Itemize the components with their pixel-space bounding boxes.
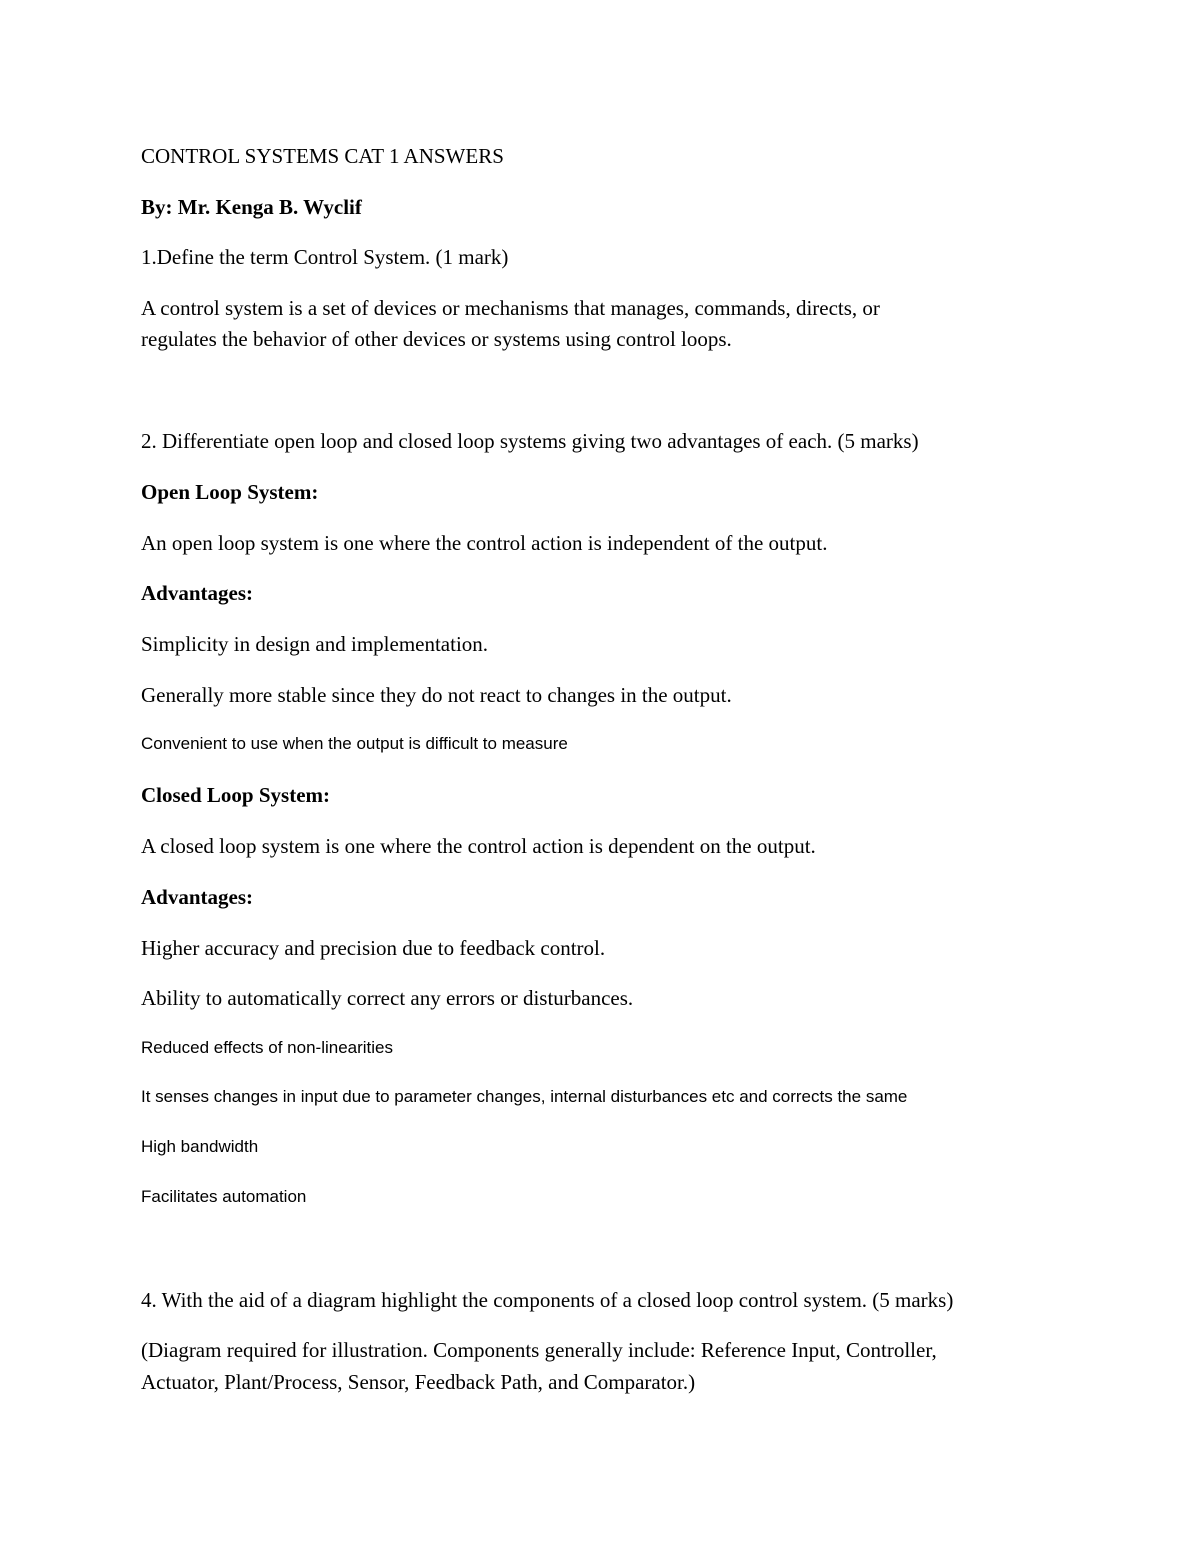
closed-loop-heading: Closed Loop System: [141, 783, 331, 807]
open-loop-advantage: Generally more stable since they do not react to changes in the output. [141, 683, 732, 707]
answer-4-line-1: (Diagram required for illustration. Components generally include: Reference Input, Controller, [141, 1338, 937, 1362]
open-loop-advantages-heading: Advantages: [141, 581, 254, 605]
closed-loop-advantage: Facilitates automation [141, 1187, 307, 1206]
open-loop-definition: An open loop system is one where the control action is independent of the output. [141, 531, 828, 555]
closed-loop-advantage: Ability to automatically correct any errors or disturbances. [141, 986, 634, 1010]
closed-loop-advantage: Reduced effects of non-linearities [141, 1038, 394, 1057]
open-loop-advantage: Simplicity in design and implementation. [141, 632, 489, 656]
answer-4-line-2: Actuator, Plant/Process, Sensor, Feedback Path, and Comparator.) [141, 1370, 696, 1394]
closed-loop-advantages-heading: Advantages: [141, 885, 254, 909]
author-line: By: Mr. Kenga B. Wyclif [141, 195, 362, 219]
question-2: 2. Differentiate open loop and closed loop systems giving two advantages of each. (5 marks) [141, 429, 919, 453]
question-4: 4. With the aid of a diagram highlight the components of a closed loop control system. (5 marks) [141, 1288, 954, 1312]
answer-1-line-2: regulates the behavior of other devices or systems using control loops. [141, 327, 732, 351]
closed-loop-advantage: It senses changes in input due to parameter changes, internal disturbances etc and corrects the same [141, 1087, 908, 1106]
answer-1-line-1: A control system is a set of devices or mechanisms that manages, commands, directs, or [141, 296, 880, 320]
closed-loop-definition: A closed loop system is one where the control action is dependent on the output. [141, 834, 816, 858]
closed-loop-advantage: High bandwidth [141, 1137, 259, 1156]
open-loop-advantage: Convenient to use when the output is difficult to measure [141, 734, 568, 753]
open-loop-heading: Open Loop System: [141, 480, 319, 504]
document-title: CONTROL SYSTEMS CAT 1 ANSWERS [141, 144, 504, 168]
question-1: 1.Define the term Control System. (1 mark) [141, 245, 509, 269]
closed-loop-advantage: Higher accuracy and precision due to feedback control. [141, 936, 606, 960]
